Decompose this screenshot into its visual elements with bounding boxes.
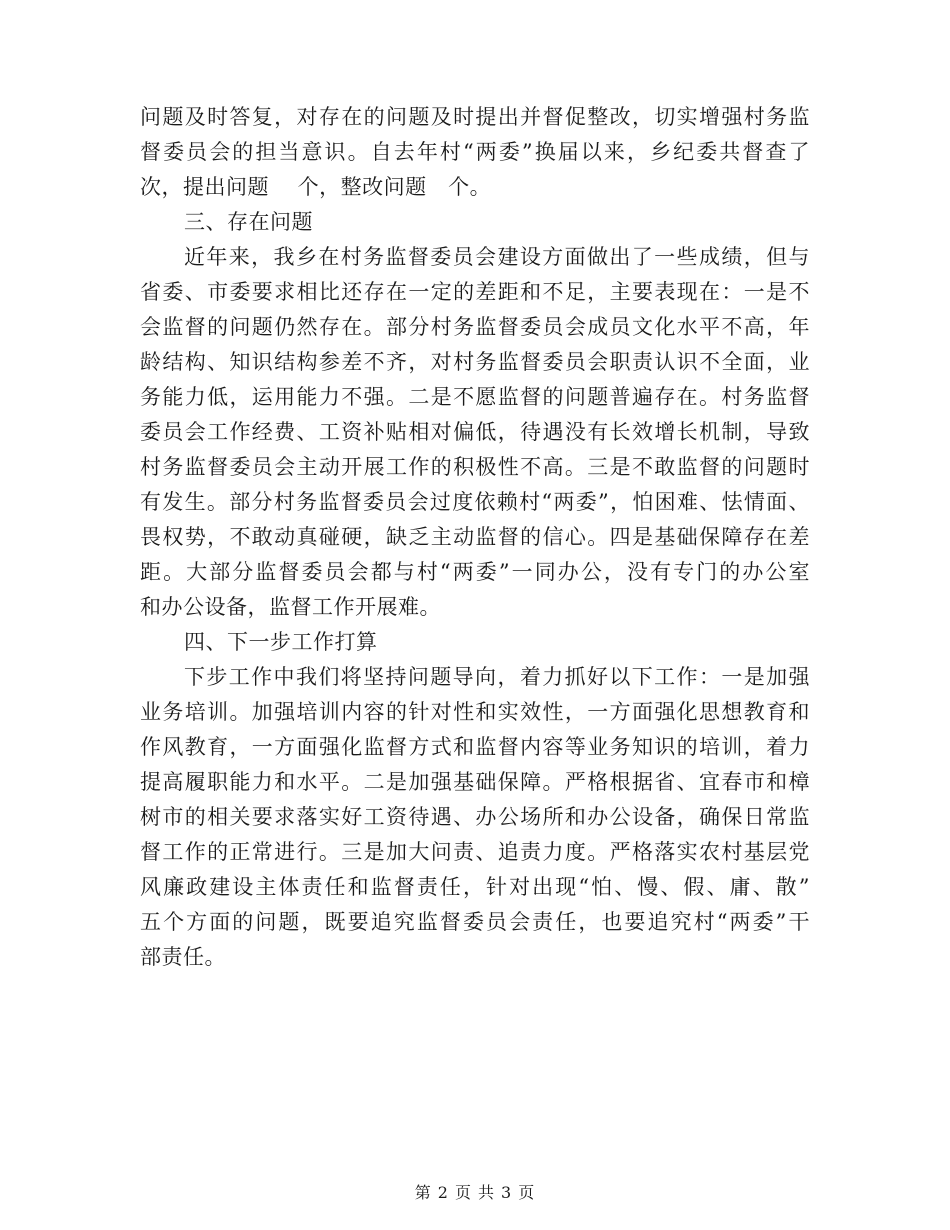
paragraph-line: 五个方面的问题，既要追究监督委员会责任，也要追究村“两委”干: [140, 910, 810, 934]
paragraph-line: 作风教育，一方面强化监督方式和监督内容等业务知识的培训，着力: [140, 735, 810, 759]
footer-suffix: 页: [518, 1183, 536, 1202]
paragraph-line: 问题及时答复，对存在的问题及时提出并督促整改，切实增强村务监: [140, 105, 810, 129]
paragraph-line: 部责任。: [140, 945, 226, 969]
paragraph-line: 提高履职能力和水平。二是加强基础保障。严格根据省、宜春市和樟: [140, 770, 810, 794]
footer-total-pages: 3: [501, 1183, 513, 1202]
document-body: [140, 100, 810, 975]
paragraph-line: 委员会工作经费、工资补贴相对偏低，待遇没有长效增长机制，导致: [140, 420, 810, 444]
paragraph-line: 龄结构、知识结构参差不齐，对村务监督委员会职责认识不全面，业: [140, 350, 810, 374]
footer-current-page: 2: [437, 1183, 449, 1202]
paragraph-line: 风廉政建设主体责任和监督责任，针对出现“怕、慢、假、庸、散”: [140, 875, 810, 899]
paragraph-line: 督工作的正常进行。三是加大问责、追责力度。严格落实农村基层党: [140, 840, 810, 864]
paragraph-line: 有发生。部分村务监督委员会过度依赖村“两委”，怕困难、怯情面、: [140, 490, 810, 514]
paragraph-line: 近年来，我乡在村务监督委员会建设方面做出了一些成绩，但与: [184, 245, 810, 269]
paragraph-line: 树市的相关要求落实好工资待遇、办公场所和办公设备，确保日常监: [140, 805, 810, 829]
section-heading: 三、存在问题: [184, 210, 313, 234]
page-footer: [0, 1180, 950, 1203]
paragraph-line: 会监督的问题仍然存在。部分村务监督委员会成员文化水平不高，年: [140, 315, 810, 339]
paragraph-line: 距。大部分监督委员会都与村“两委”一同办公，没有专门的办公室: [140, 560, 810, 584]
footer-mid: 页 共: [454, 1183, 496, 1202]
paragraph-line: 次，提出问题 个，整改问题 个。: [140, 175, 492, 199]
paragraph-line: 省委、市委要求相比还存在一定的差距和不足，主要表现在：一是不: [140, 280, 810, 304]
paragraph-line: 畏权势，不敢动真碰硬，缺乏主动监督的信心。四是基础保障存在差: [140, 525, 810, 549]
footer-prefix: 第: [414, 1183, 432, 1202]
section-heading: 四、下一步工作打算: [184, 630, 378, 654]
paragraph-line: 村务监督委员会主动开展工作的积极性不高。三是不敢监督的问题时: [140, 455, 810, 479]
paragraph-line: 下步工作中我们将坚持问题导向，着力抓好以下工作：一是加强: [184, 665, 810, 689]
paragraph-line: 和办公设备，监督工作开展难。: [140, 595, 441, 619]
paragraph-line: 务能力低，运用能力不强。二是不愿监督的问题普遍存在。村务监督: [140, 385, 810, 409]
paragraph-line: 业务培训。加强培训内容的针对性和实效性，一方面强化思想教育和: [140, 700, 810, 724]
paragraph-line: 督委员会的担当意识。自去年村“两委”换届以来，乡纪委共督查了: [140, 140, 810, 164]
